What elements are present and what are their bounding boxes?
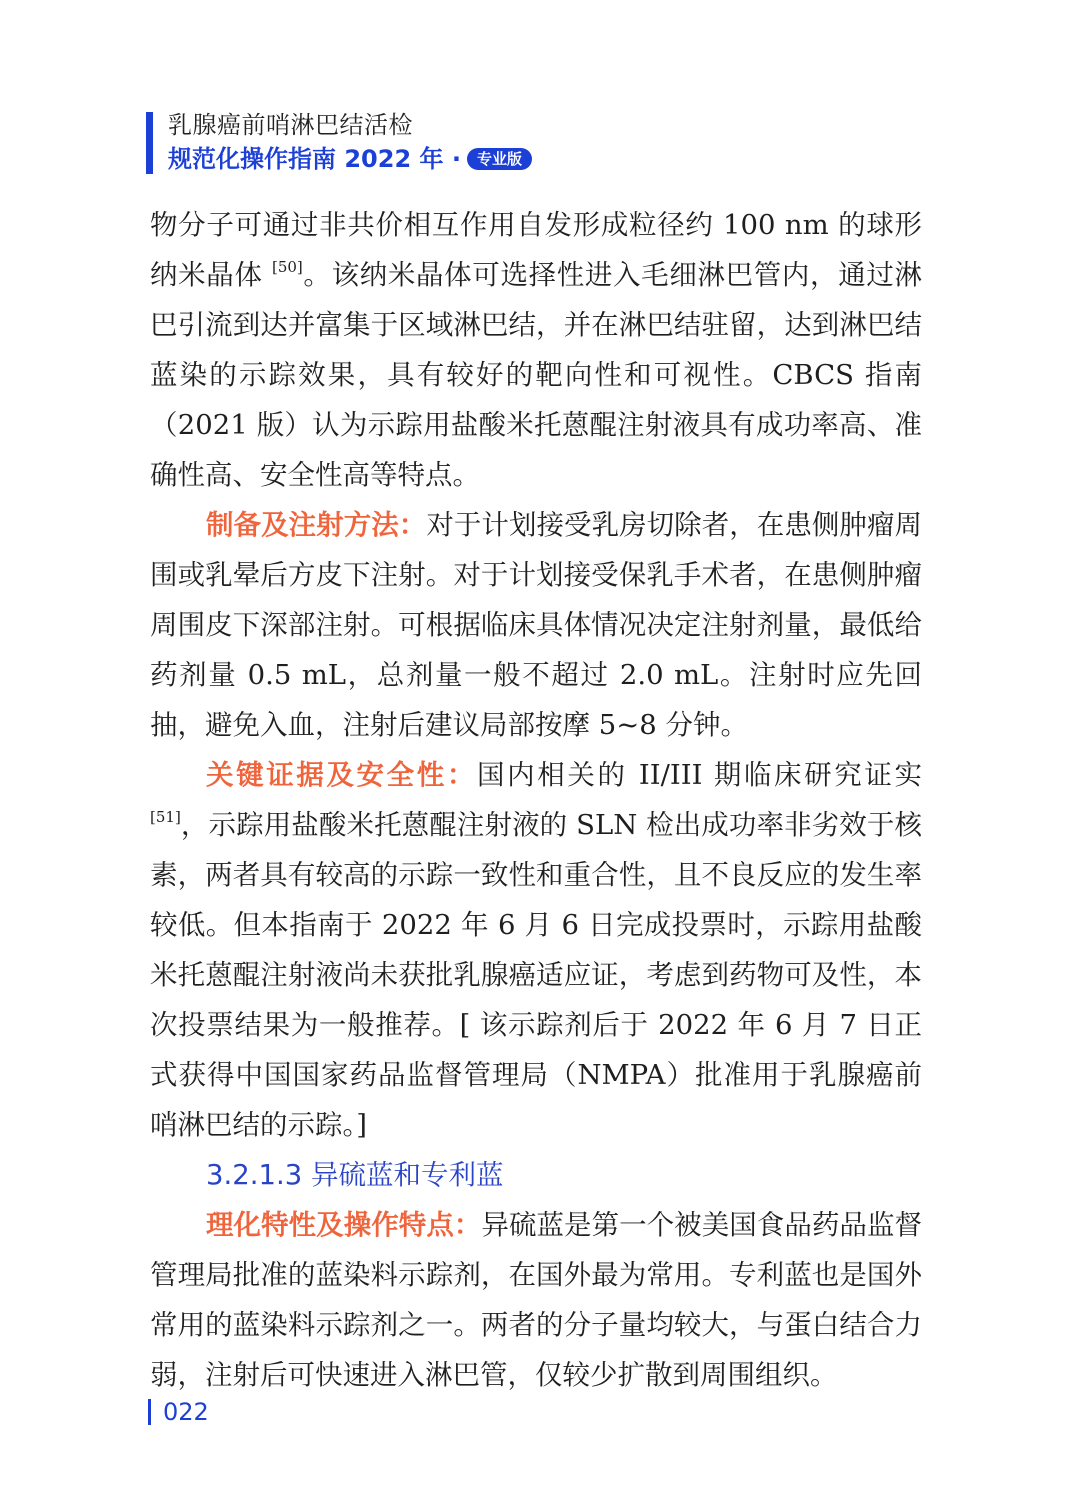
paragraph-text: 国内相关的 II/III 期临床研究证实 <box>477 759 923 791</box>
paragraph-physicochemical <box>150 1200 922 1400</box>
header-title-line1: 乳腺癌前哨淋巴结活检 <box>168 111 413 139</box>
edition-badge: 专业版 <box>467 148 532 170</box>
running-header <box>146 108 646 174</box>
citation-ref: [50] <box>271 258 303 276</box>
header-accent-bar <box>146 112 153 174</box>
header-title-line2-text: 规范化操作指南 2022 年 · <box>168 145 461 173</box>
keyword-label: 理化特性及操作特点： <box>206 1209 482 1241</box>
section-subheading: 3.2.1.3 异硫蓝和专利蓝 <box>206 1159 504 1191</box>
footer-accent-bar <box>148 1399 151 1425</box>
paragraph-text: 对于计划接受乳房切除者，在患侧肿瘤周围或乳晕后方皮下注射。对于计划接受保乳手术者，在患侧肿瘤周围皮下深部注射。可根据临床具体情况决定注射剂量，最低给药剂量 0.5 mL，总剂量一般不超过 2.0 mL。注射时应先回抽，避免入血，注射后建议局部按摩 5~8 分钟。 <box>150 509 923 741</box>
paragraph-nanocrystal <box>150 200 922 500</box>
page-footer <box>148 1396 209 1428</box>
keyword-label: 关键证据及安全性： <box>206 759 477 791</box>
citation-ref: [51] <box>150 808 181 826</box>
page-number: 022 <box>163 1398 209 1426</box>
page-body <box>150 200 922 1400</box>
keyword-label: 制备及注射方法： <box>206 509 427 541</box>
paragraph-key-evidence <box>150 750 922 1150</box>
paragraph-text: ，示踪用盐酸米托蒽醌注射液的 SLN 检出成功率非劣效于核素，两者具有较高的示踪一致性和重合性，且不良反应的发生率较低。但本指南于 2022 年 6 月 6 日完成投票时，示踪用盐酸米托蒽醌注射液尚未获批乳腺癌适应证，考虑到药物可及性，本次投票结果为一般推荐。[ 该示踪剂后于 2022 年 6 月 7 日正式获得中国国家药品监督管理局（NMPA）批准用于乳腺癌前哨淋巴结的示踪。] <box>150 809 922 1141</box>
paragraph-injection-method <box>150 500 922 750</box>
paragraph-text: 。该纳米晶体可选择性进入毛细淋巴管内，通过淋巴引流到达并富集于区域淋巴结，并在淋巴结驻留，达到淋巴结蓝染的示踪效果，具有较好的靶向性和可视性。CBCS 指南（2021 版）认为示踪用盐酸米托蒽醌注射液具有成功率高、准确性高、安全性高等特点。 <box>150 259 923 491</box>
header-title-line2 <box>168 144 532 174</box>
paragraph-text: 物分子可通过非共价相互作用自发形成粒径约 100 nm 的球形纳米晶体 <box>150 209 922 291</box>
paragraph-text: 异硫蓝是第一个被美国食品药品监督管理局批准的蓝染料示踪剂，在国外最为常用。专利蓝也是国外常用的蓝染料示踪剂之一。两者的分子量均较大，与蛋白结合力弱，注射后可快速进入淋巴管，仅较少扩散到周围组织。 <box>150 1209 923 1391</box>
